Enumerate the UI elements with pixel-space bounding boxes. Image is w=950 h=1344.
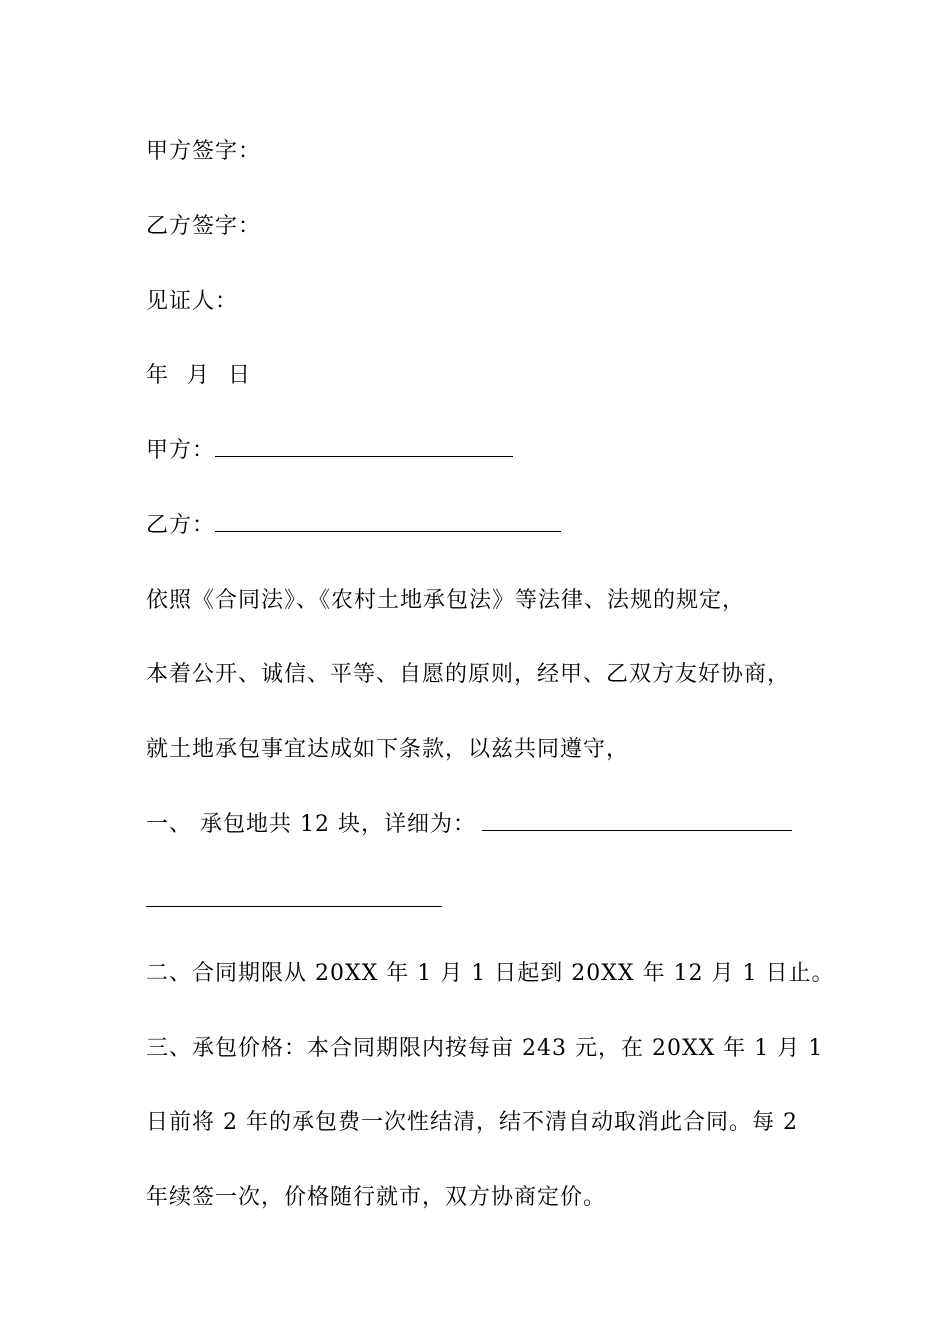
clause-3-line-2: 日前将 2 年的承包费一次性结清，结不清自动取消此合同。每 2 xyxy=(146,1110,798,1135)
intro-paragraph-line-1: 依照《合同法》、《农村土地承包法》等法律、法规的规定， xyxy=(146,588,746,613)
party-a-signature-label: 甲方签字： xyxy=(146,139,262,164)
date-line: 年 月 日 xyxy=(146,363,251,388)
clause-1-continuation-blank xyxy=(146,906,442,907)
clause-3-line-1: 三、承包价格：本合同期限内按每亩 243 元，在 20XX 年 1 月 1 xyxy=(146,1036,824,1061)
party-a-label: 甲方： xyxy=(146,438,216,463)
party-b-blank xyxy=(215,511,561,532)
witness-label: 见证人： xyxy=(146,289,239,314)
clause-3-line-3: 年续签一次，价格随行就市，双方协商定价。 xyxy=(146,1185,607,1210)
clause-1-blank xyxy=(482,810,792,831)
party-b-signature-label: 乙方签字： xyxy=(146,214,262,239)
clause-2-text: 二、合同期限从 20XX 年 1 月 1 日起到 20XX 年 12 月 1 日止。 xyxy=(146,961,835,986)
clause-1-line xyxy=(146,810,792,840)
intro-paragraph-line-3: 就土地承包事宜达成如下条款，以兹共同遵守， xyxy=(146,737,630,762)
intro-paragraph-line-2: 本着公开、诚信、平等、自愿的原则，经甲、乙双方友好协商， xyxy=(146,662,791,687)
clause-1-text: 一、 承包地共 12 块，详细为： xyxy=(146,812,476,837)
party-a-blank xyxy=(215,436,513,457)
party-b-label: 乙方： xyxy=(146,513,216,538)
party-a-line xyxy=(146,436,513,466)
party-b-line xyxy=(146,511,561,541)
